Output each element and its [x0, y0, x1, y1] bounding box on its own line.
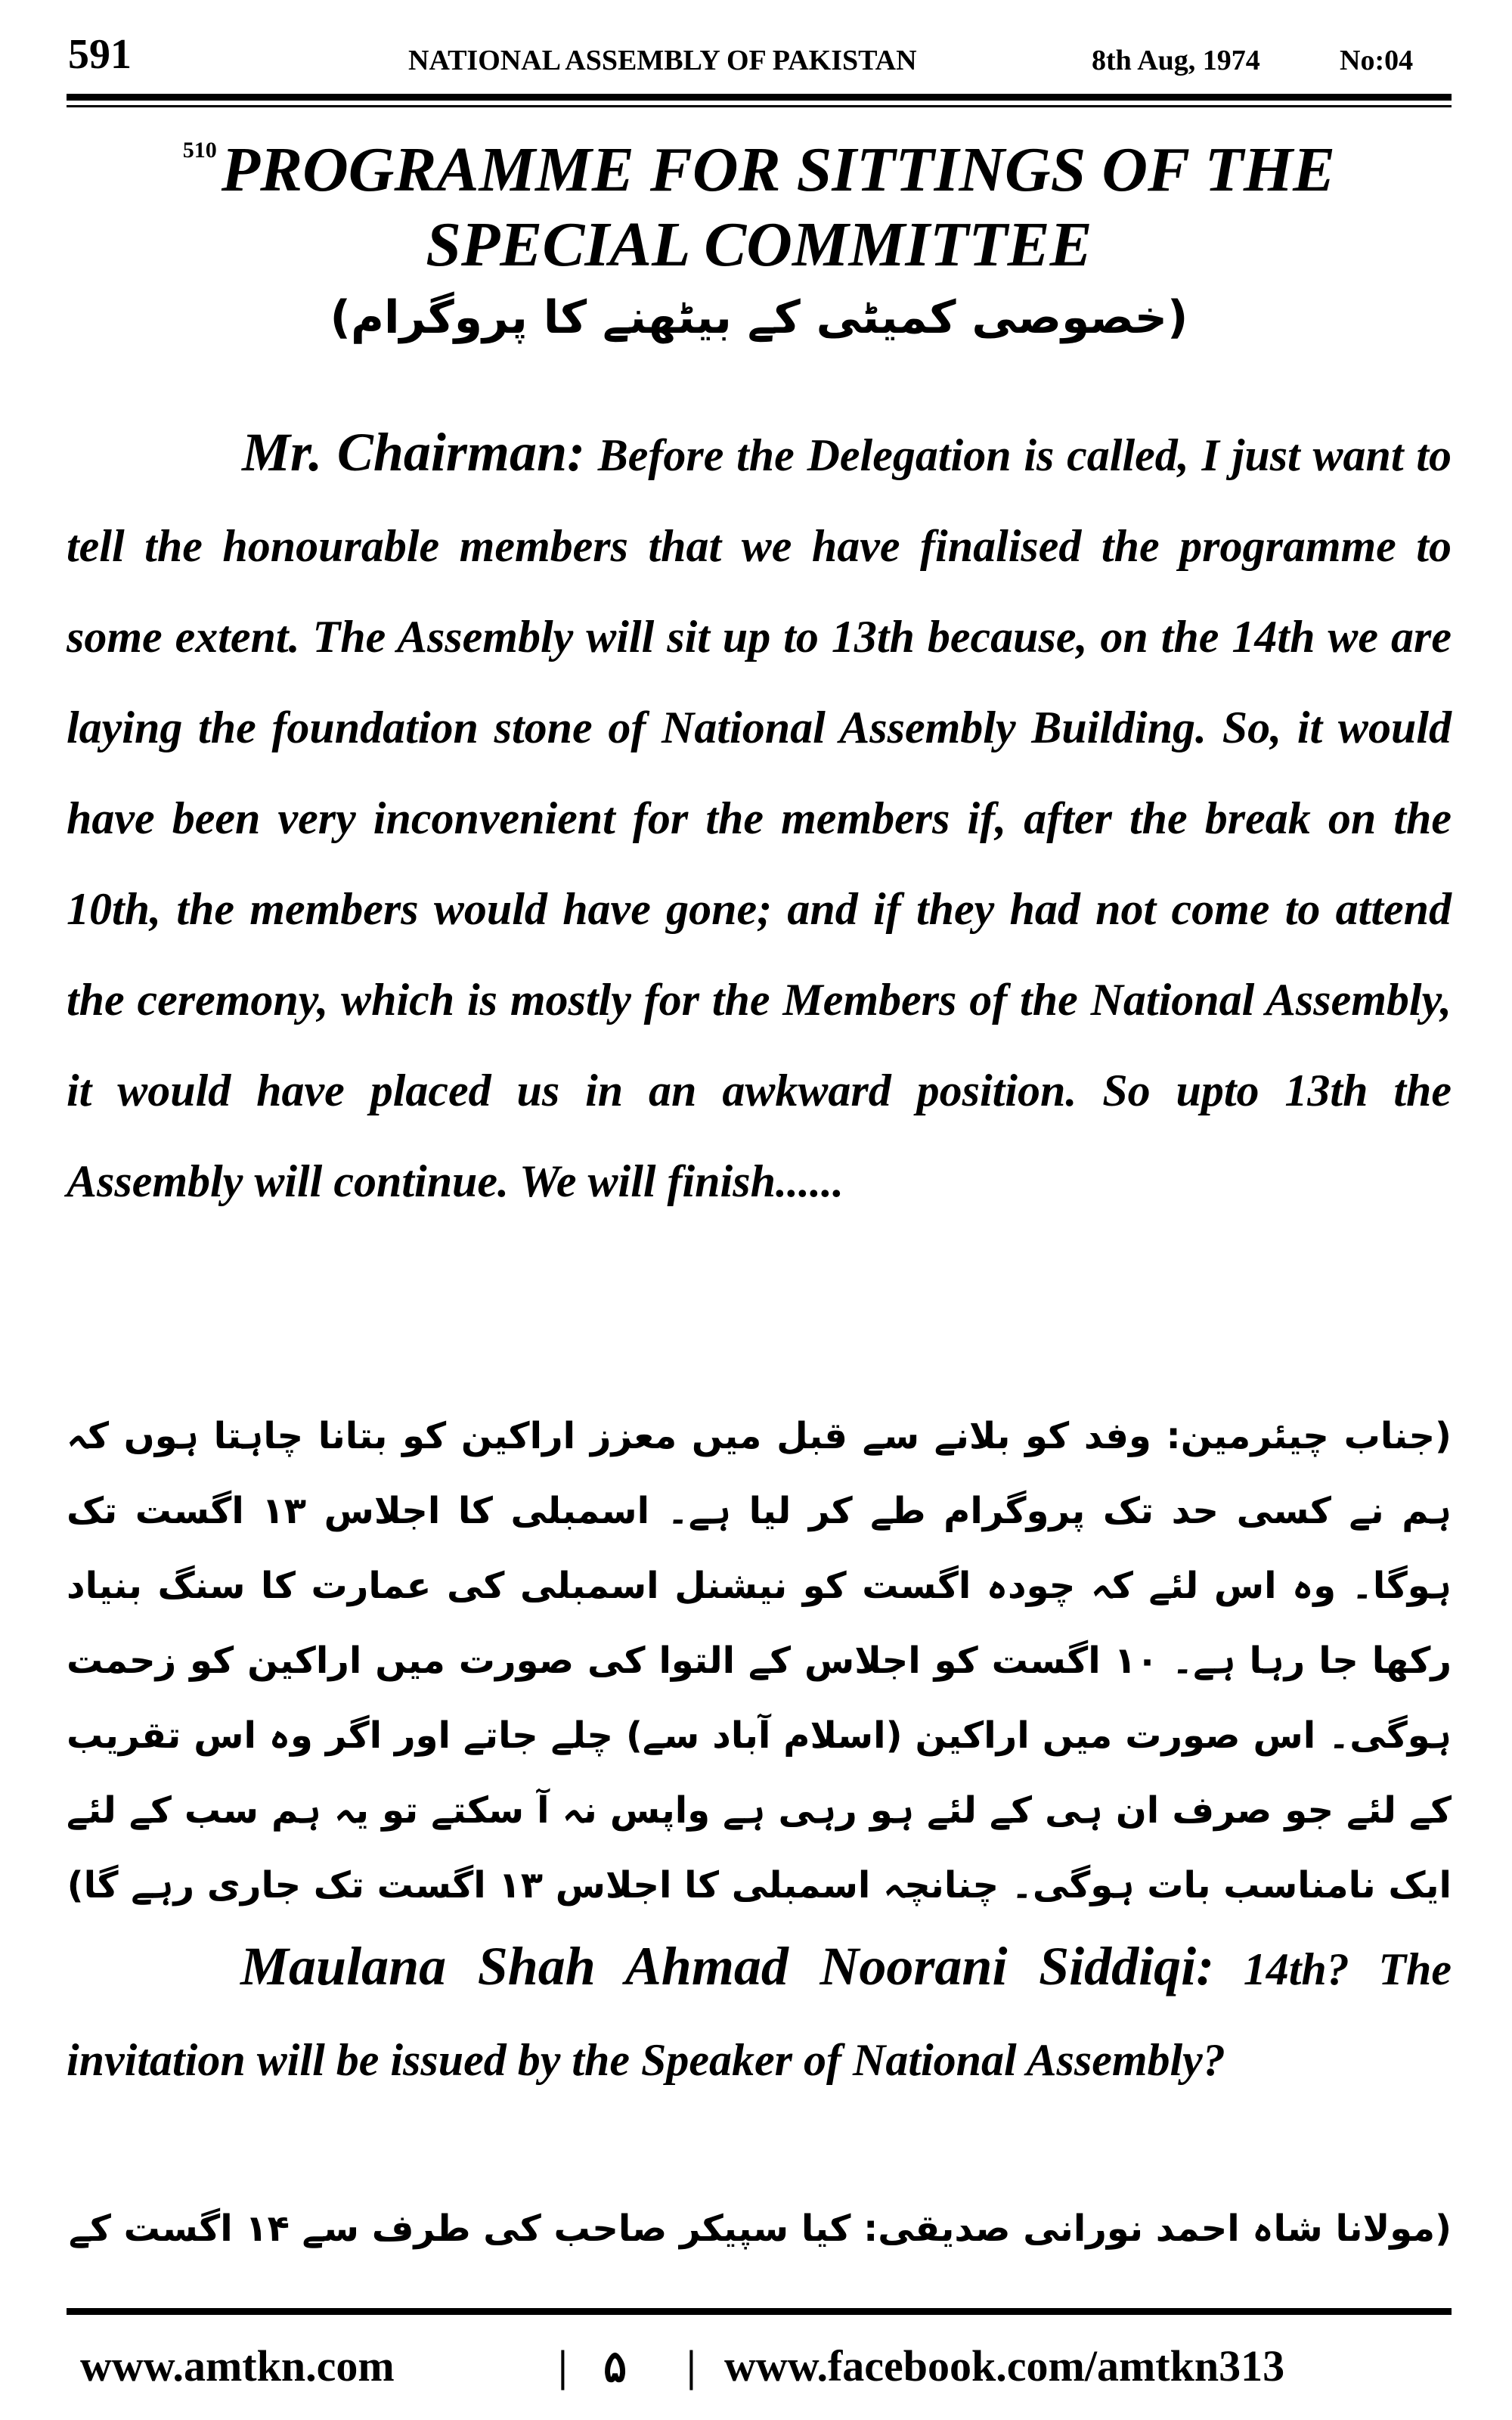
footer-page-number: ۵: [603, 2342, 627, 2391]
footer-facebook-link[interactable]: www.facebook.com/amtkn313: [724, 2341, 1285, 2391]
footer-separator: |: [686, 2341, 696, 2391]
speech-chairman-urdu: (جناب چیئرمین: وفد کو بلانے سے قبل میں معزز اراکین کو بتانا چاہتا ہوں کہ ہم نے کسی حد تک پروگرام طے کر لیا ہے۔ اسمبلی کا اجلاس ۱۳ اگست تک ہوگا۔ وہ اس لئے کہ چودہ اگست کو نیشنل اسمبلی کی عمارت کا سنگ بنیاد رکھا جا رہا ہے۔ ۱۰ اگست کو اجلاس کے التوا کی صورت میں اراکین کو زحمت ہوگی۔ اس صورت میں اراکین (اسلام آباد سے) چلے جاتے اور اگر وہ اس تقریب کے لئے جو صرف ان ہی کے لئے ہو رہی ہے واپس نہ آ سکتے تو یہ ہم سب کے لئے ایک نامناسب بات ہوگی۔ چنانچہ اسمبلی کا اجلاس ۱۳ اگست تک جاری رہے گا): [67, 1415, 1452, 1907]
footnote-ref: 510: [182, 138, 217, 163]
header-issue-number: No:04: [1340, 45, 1414, 76]
section-title-block: [67, 132, 1452, 347]
header-rule-thin: [67, 105, 1452, 107]
header-title: NATIONAL ASSEMBLY OF PAKISTAN: [408, 45, 917, 76]
section-title-line-1: [67, 132, 1452, 207]
header-rule-thick: [67, 94, 1452, 101]
header-date: 8th Aug, 1974: [1092, 45, 1260, 76]
speech-noorani: [67, 1921, 1452, 2105]
footer-rule: [67, 2308, 1452, 2315]
speaker-name: Mr. Chairman:: [242, 422, 585, 482]
page-footer: [67, 2333, 1452, 2401]
footer-website-link[interactable]: www.amtkn.com: [80, 2341, 395, 2391]
section-title-text-1: PROGRAMME FOR SITTINGS OF THE: [221, 135, 1336, 205]
page-number: 591: [68, 31, 132, 78]
footer-separator: |: [558, 2341, 568, 2391]
speech-chairman: [67, 407, 1452, 1227]
speech-text: Before the Delegation is called, I just want to tell the honourable members that we have finalised the programme to some extent. The Assembly will sit up to 13th because, on the 14th we are laying the foundation stone of National Assembly Building. So, it would have been very inconvenient for the members if, after the break on the 10th, the members would have gone; and if they had not come to attend the ceremony, which is mostly for the Members of the National Assembly, it would have placed us in an awkward position. So upto 13th the Assembly will continue. We will finish......: [67, 430, 1452, 1206]
speech-noorani-urdu: (مولانا شاہ احمد نورانی صدیقی: کیا سپیکر صاحب کی طرف سے ۱۴ اگست کے: [68, 2207, 1452, 2250]
speech-text: 14th? The invitation will be issued by the Speaker of National Assembly?: [67, 1944, 1452, 2085]
section-title-line-2: SPECIAL COMMITTEE: [426, 209, 1092, 281]
speaker-name: Maulana Shah Ahmad Noorani Siddiqi:: [240, 1936, 1215, 1996]
section-title-urdu: (خصوصی کمیٹی کے بیٹھنے کا پروگرام): [330, 290, 1188, 344]
page-header: [68, 29, 1452, 89]
